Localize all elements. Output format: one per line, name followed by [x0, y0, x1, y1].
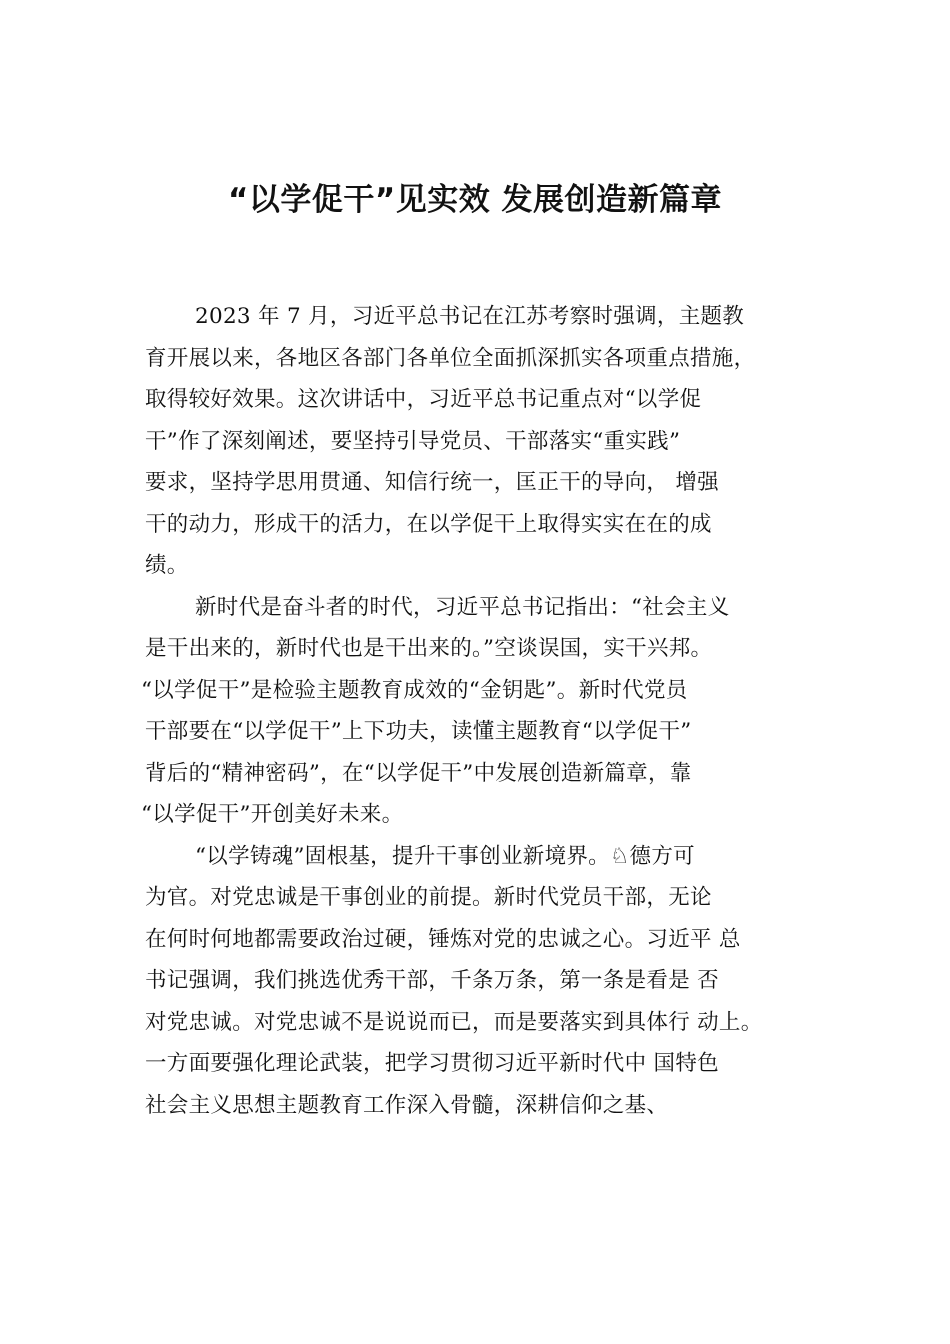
paragraph-3: [145, 836, 865, 1127]
paragraph-line: 2023 年 7 月，习近平总书记在江苏考察时强调，主题教: [195, 304, 745, 329]
paragraph-line: 对党忠诚。对党忠诚不是说说而已，而是要落实到具体行 动上。: [145, 1009, 763, 1035]
paragraph-line: “以学铸魂”固根基，提升干事创业新境界。♘德方可: [195, 843, 695, 869]
paragraph-line: 社会主义思想主题教育工作深入骨髓，深耕信仰之基、: [145, 1092, 669, 1118]
paragraph-line: 干的动力，形成干的活力，在以学促干上取得实实在在的成: [145, 511, 712, 537]
paragraph-line: 书记强调，我们挑选优秀干部，千条万条，第一条是看是 否: [145, 968, 719, 993]
paragraph-line: “以学促干”是检验主题教育成效的“金钥匙”。新时代党员: [141, 677, 688, 703]
paragraph-line: 在何时何地都需要政治过硬，锤炼对党的忠诚之心。习近平 总: [145, 926, 741, 952]
paragraph-2: [141, 587, 865, 836]
document-body: [141, 296, 865, 1126]
paragraph-line: 绩。: [145, 553, 189, 578]
paragraph-line: 要求，坚持学思用贯通、知信行统一，匡正干的导向， 增强: [145, 470, 719, 495]
paragraph-line: 新时代是奋斗者的时代，习近平总书记指出：“社会主义: [195, 594, 730, 620]
paragraph-line: 干部要在“以学促干”上下功夫，读懂主题教育“以学促干”: [145, 719, 692, 744]
paragraph-line: 为官。对党忠诚是干事创业的前提。新时代党员干部，无论: [145, 885, 712, 910]
document-title: “以学促干”见实效 发展创造新篇章: [227, 182, 723, 218]
paragraph-line: 取得较好效果。这次讲话中，习近平总书记重点对“以学促: [145, 387, 702, 412]
paragraph-1: [145, 296, 865, 587]
paragraph-line: 是干出来的，新时代也是干出来的。”空谈误国，实干兴邦。: [145, 636, 713, 661]
paragraph-line: 一方面要强化理论武装，把学习贯彻习近平新时代中 国特色: [145, 1051, 719, 1076]
paragraph-line: “以学促干”开创美好未来。: [141, 802, 404, 827]
paragraph-line: 育开展以来，各地区各部门各单位全面抓深抓实各项重点措施，: [145, 345, 756, 371]
paragraph-line: 背后的“精神密码”，在“以学促干”中发展创造新篇章，靠: [145, 760, 692, 786]
paragraph-line: 干”作了深刻阐述，要坚持引导党员、干部落实“重实践”: [145, 428, 681, 454]
